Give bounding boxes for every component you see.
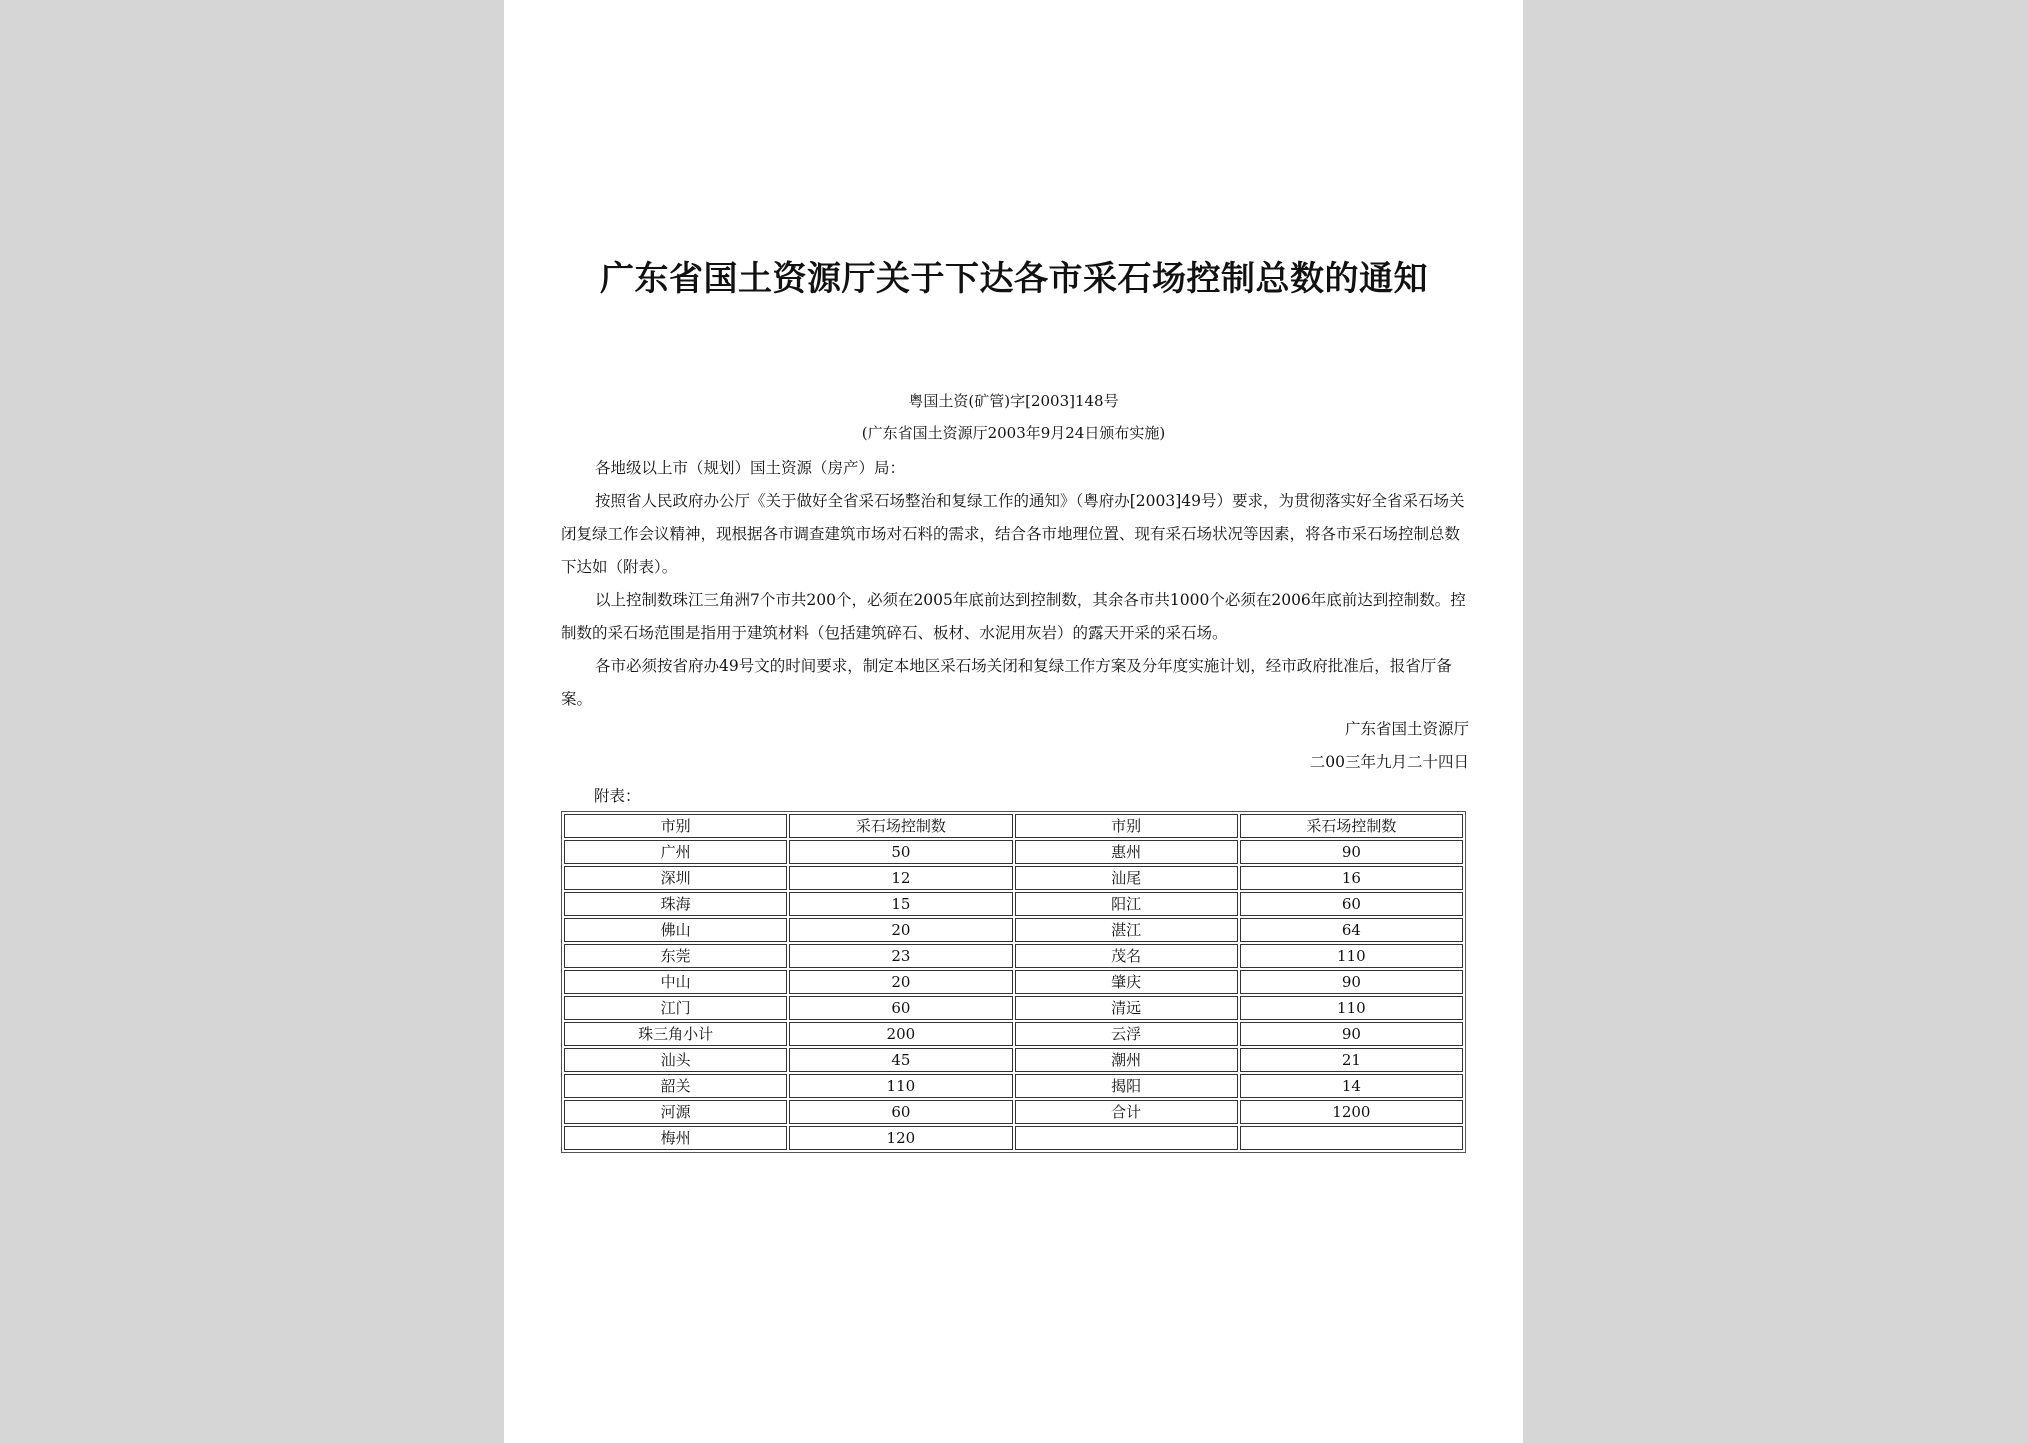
count-cell: 23 — [789, 944, 1012, 968]
signature-date: 二00三年九月二十四日 — [1309, 753, 1469, 771]
header-cell-count: 采石场控制数 — [789, 814, 1012, 838]
city-cell: 珠海 — [564, 892, 787, 916]
count-cell: 20 — [789, 918, 1012, 942]
paragraph-text: 按照省人民政府办公厅《关于做好全省采石场整治和复绿工作的通知》（粤府办[2003]49号）要求，为贯彻落实好全省采石场关闭复绿工作会议精神，现根据各市调查建筑市场对石料的需求，结合各市地理位置、现有采石场状况等因素，将各市采石场控制总数下达如（附表）。 — [561, 492, 1465, 576]
city-cell: 珠三角小计 — [564, 1022, 787, 1046]
attachment-label: 附表： — [594, 787, 641, 805]
header-cell-city: 市别 — [564, 814, 787, 838]
city-cell: 潮州 — [1015, 1048, 1238, 1072]
table-row — [564, 996, 1463, 1020]
count-cell: 21 — [1240, 1048, 1463, 1072]
count-cell: 110 — [789, 1074, 1012, 1098]
paragraph-text: 各市必须按省府办49号文的时间要求，制定本地区采石场关闭和复绿工作方案及分年度实施计划，经市政府批准后，报省厅备案。 — [561, 657, 1452, 708]
table-row — [564, 944, 1463, 968]
salutation — [561, 452, 1469, 485]
quarry-control-table — [561, 811, 1466, 1153]
paragraph-1 — [561, 485, 1469, 584]
paragraph-3 — [561, 650, 1469, 716]
city-cell: 合计 — [1015, 1100, 1238, 1124]
city-cell: 云浮 — [1015, 1022, 1238, 1046]
count-cell: 1200 — [1240, 1100, 1463, 1124]
city-cell: 肇庆 — [1015, 970, 1238, 994]
count-cell: 15 — [789, 892, 1012, 916]
table-row — [564, 840, 1463, 864]
count-cell: 60 — [789, 1100, 1012, 1124]
city-cell: 佛山 — [564, 918, 787, 942]
count-cell: 90 — [1240, 970, 1463, 994]
count-cell — [1240, 1126, 1463, 1150]
city-cell: 湛江 — [1015, 918, 1238, 942]
city-cell: 梅州 — [564, 1126, 787, 1150]
table-row — [564, 918, 1463, 942]
city-cell: 东莞 — [564, 944, 787, 968]
city-cell: 广州 — [564, 840, 787, 864]
paragraph-text: 以上控制数珠江三角洲7个市共200个，必须在2005年底前达到控制数，其余各市共1000个必须在2006年底前达到控制数。控制数的采石场范围是指用于建筑材料（包括建筑碎石、板材、水泥用灰岩）的露天开采的采石场。 — [561, 591, 1466, 642]
count-cell: 16 — [1240, 866, 1463, 890]
table-row — [564, 892, 1463, 916]
table-row — [564, 1074, 1463, 1098]
issued-note: (广东省国土资源厅2003年9月24日颁布实施) — [861, 424, 1166, 442]
header-cell-city: 市别 — [1015, 814, 1238, 838]
city-cell: 清远 — [1015, 996, 1238, 1020]
count-cell: 45 — [789, 1048, 1012, 1072]
city-cell: 江门 — [564, 996, 787, 1020]
data-table — [561, 811, 1466, 1153]
city-cell: 揭阳 — [1015, 1074, 1238, 1098]
table-row — [564, 1100, 1463, 1124]
city-cell: 茂名 — [1015, 944, 1238, 968]
count-cell: 90 — [1240, 840, 1463, 864]
city-cell — [1015, 1126, 1238, 1150]
table-row — [564, 1048, 1463, 1072]
count-cell: 60 — [789, 996, 1012, 1020]
city-cell: 河源 — [564, 1100, 787, 1124]
count-cell: 200 — [789, 1022, 1012, 1046]
signature-organization: 广东省国土资源厅 — [1344, 720, 1469, 738]
document-page — [504, 0, 1523, 1443]
city-cell: 中山 — [564, 970, 787, 994]
city-cell: 惠州 — [1015, 840, 1238, 864]
table-row — [564, 970, 1463, 994]
document-title: 广东省国土资源厅关于下达各市采石场控制总数的通知 — [600, 259, 1428, 299]
count-cell: 60 — [1240, 892, 1463, 916]
count-cell: 12 — [789, 866, 1012, 890]
city-cell: 深圳 — [564, 866, 787, 890]
city-cell: 阳江 — [1015, 892, 1238, 916]
count-cell: 14 — [1240, 1074, 1463, 1098]
count-cell: 50 — [789, 840, 1012, 864]
document-number: 粤国土资(矿管)字[2003]148号 — [908, 392, 1119, 410]
paragraph-2 — [561, 584, 1469, 650]
table-header-row — [564, 814, 1463, 838]
city-cell: 韶关 — [564, 1074, 787, 1098]
count-cell: 110 — [1240, 944, 1463, 968]
city-cell: 汕尾 — [1015, 866, 1238, 890]
count-cell: 120 — [789, 1126, 1012, 1150]
count-cell: 110 — [1240, 996, 1463, 1020]
count-cell: 90 — [1240, 1022, 1463, 1046]
salutation-text: 各地级以上市（规划）国土资源（房产）局： — [595, 459, 906, 477]
city-cell: 汕头 — [564, 1048, 787, 1072]
table-row — [564, 1126, 1463, 1150]
table-row — [564, 866, 1463, 890]
count-cell: 64 — [1240, 918, 1463, 942]
table-row — [564, 1022, 1463, 1046]
count-cell: 20 — [789, 970, 1012, 994]
header-cell-count: 采石场控制数 — [1240, 814, 1463, 838]
